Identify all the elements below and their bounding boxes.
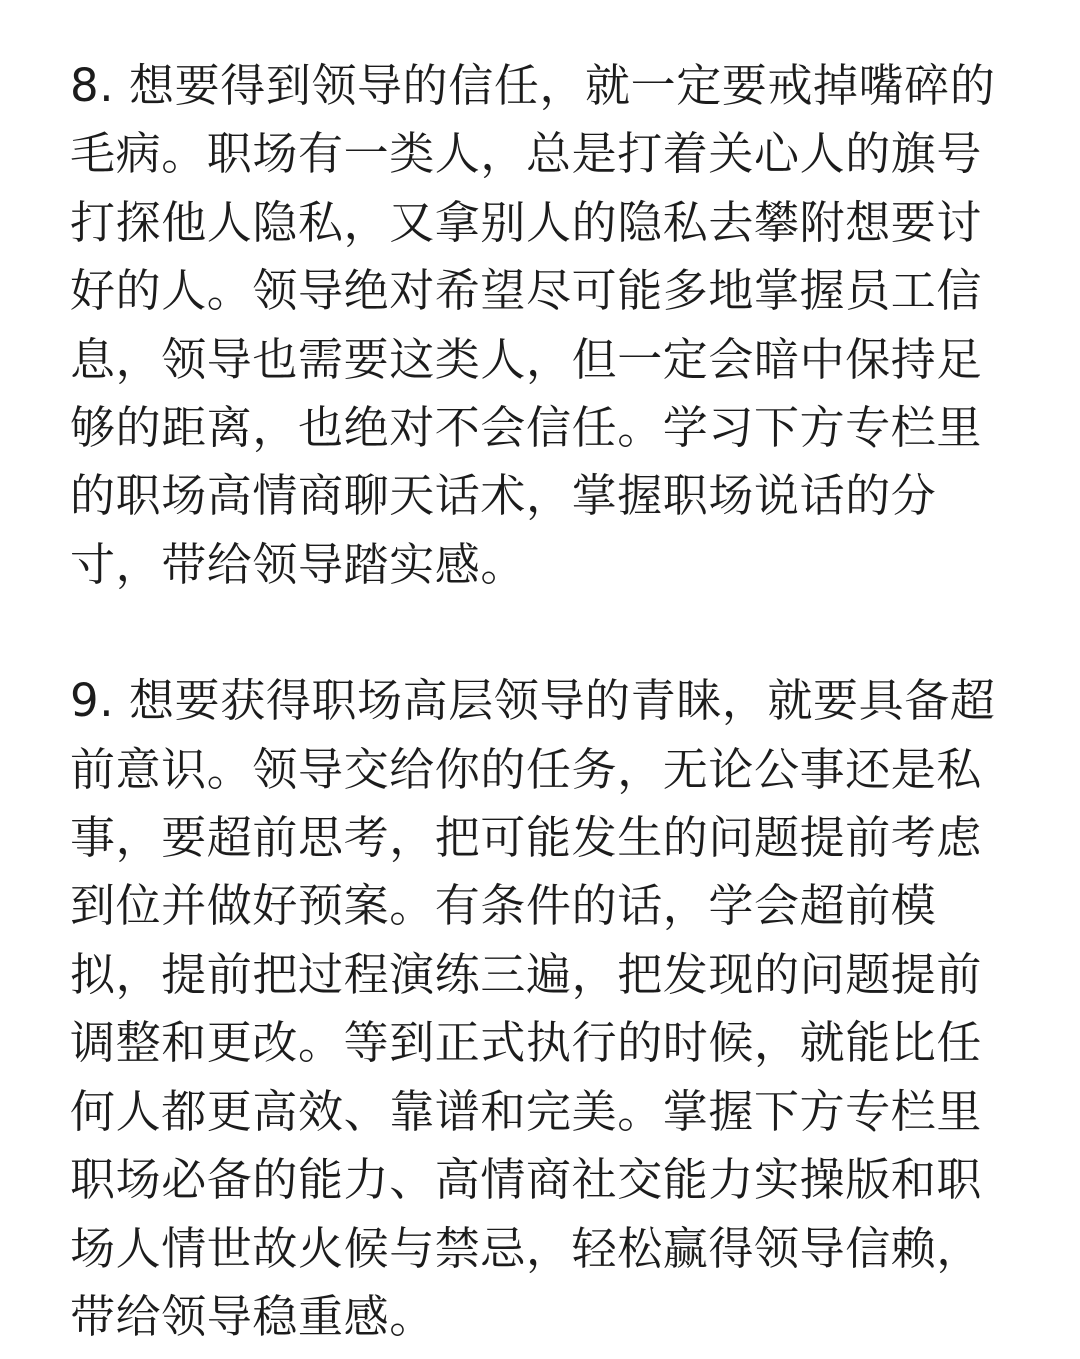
article-body [70,52,1000,1351]
paragraph-9: 9. 想要获得职场高层领导的青睐，就要具备超前意识。领导交给你的任务，无论公事还是私事，要超前思考，把可能发生的问题提前考虑到位并做好预案。有条件的话，学会超前模拟，提前把过程演练三遍，把发现的问题提前调整和更改。等到正式执行的时候，就能比任何人都更高效、靠谱和完美。掌握下方专栏里职场必备的能力、高情商社交能力实操版和职场人情世故火候与禁忌，轻松赢得领导信赖，带给领导稳重感。 [70,674,996,1343]
paragraph-8: 8. 想要得到领导的信任，就一定要戒掉嘴碎的毛病。职场有一类人，总是打着关心人的旗号打探他人隐私，又拿别人的隐私去攀附想要讨好的人。领导绝对希望尽可能多地掌握员工信息，领导也需要这类人，但一定会暗中保持足够的距离，也绝对不会信任。学习下方专栏里的职场高情商聊天话术，掌握职场说话的分寸，带给领导踏实感。 [70,59,996,591]
